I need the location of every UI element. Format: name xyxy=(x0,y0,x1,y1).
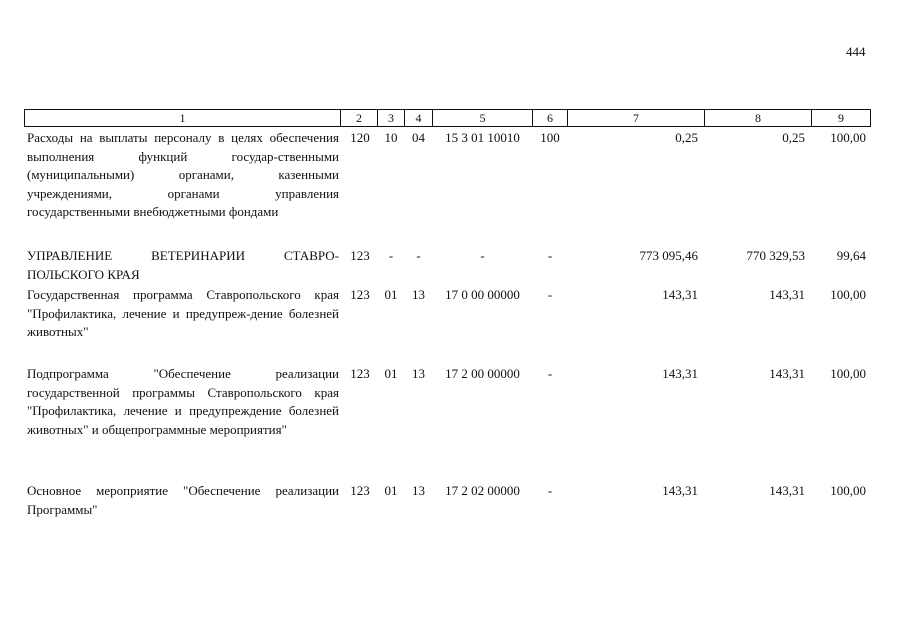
row-col6: 100 xyxy=(540,130,560,145)
row-col5: 17 2 00 00000 xyxy=(445,366,520,381)
row-col8: 0,25 xyxy=(782,130,805,145)
header-col-7: 7 xyxy=(567,109,705,127)
row-col4: 13 xyxy=(412,287,425,302)
row-col7: 143,31 xyxy=(662,287,698,302)
row-description: Расходы на выплаты персоналу в целях обеспечения выполнения функций государ-ственными (муниципальными) органами, казенными учреждениями, органами управления государственными внебюджетными фондами xyxy=(27,130,339,219)
row-col5: - xyxy=(480,248,485,263)
row-description: Подпрограмма "Обеспечение реализации государственной программы Ставропольского края "Профилактика, лечение и предупреждение болезней животных" и общепрограммные мероприятия" xyxy=(27,366,339,437)
header-col-8: 8 xyxy=(704,109,812,127)
row-col2: 123 xyxy=(350,287,370,302)
row-description: Государственная программа Ставропольского края "Профилактика, лечение и предупреж-дение болезней животных" xyxy=(27,287,339,339)
row-col3: 10 xyxy=(384,130,398,145)
row-col7: 773 095,46 xyxy=(639,248,698,263)
row-col3: 01 xyxy=(384,483,398,498)
row-col4: - xyxy=(416,248,421,263)
row-col4: 04 xyxy=(412,130,425,145)
row-col8: 143,31 xyxy=(769,483,805,498)
row-col9: 100,00 xyxy=(830,483,866,498)
header-col-5: 5 xyxy=(432,109,533,127)
row-col9: 100,00 xyxy=(830,287,866,302)
row-col8: 143,31 xyxy=(769,287,805,302)
row-col2: 123 xyxy=(350,366,370,381)
row-col7: 143,31 xyxy=(662,366,698,381)
row-col4: 13 xyxy=(412,483,425,498)
row-description: УПРАВЛЕНИЕ ВЕТЕРИНАРИИ СТАВРО-ПОЛЬСКОГО КРАЯ xyxy=(27,248,339,282)
row-col3: - xyxy=(388,248,394,263)
row-col4: 13 xyxy=(412,366,425,381)
row-col6: - xyxy=(547,483,553,498)
row-col5: 15 3 01 10010 xyxy=(445,130,520,145)
row-col9: 99,64 xyxy=(836,248,866,263)
row-col6: - xyxy=(547,287,553,302)
row-col6: - xyxy=(547,248,553,263)
row-col3: 01 xyxy=(384,287,398,302)
header-col-4: 4 xyxy=(404,109,433,127)
row-col6: - xyxy=(547,366,553,381)
row-col5: 17 2 02 00000 xyxy=(445,483,520,498)
row-col7: 0,25 xyxy=(675,130,698,145)
row-col9: 100,00 xyxy=(830,366,866,381)
row-col8: 143,31 xyxy=(769,366,805,381)
header-col-1: 1 xyxy=(24,109,341,127)
row-col2: 123 xyxy=(350,248,370,263)
header-col-3: 3 xyxy=(377,109,405,127)
header-col-6: 6 xyxy=(532,109,568,127)
header-col-2: 2 xyxy=(340,109,378,127)
row-col3: 01 xyxy=(384,366,398,381)
row-col7: 143,31 xyxy=(662,483,698,498)
row-col2: 120 xyxy=(350,130,370,145)
row-col8: 770 329,53 xyxy=(746,248,805,263)
page-number: 444 xyxy=(846,44,866,59)
row-col9: 100,00 xyxy=(830,130,866,145)
row-description: Основное мероприятие "Обеспечение реализации Программы" xyxy=(27,483,339,517)
header-col-9: 9 xyxy=(811,109,871,127)
row-col2: 123 xyxy=(350,483,370,498)
row-col5: 17 0 00 00000 xyxy=(445,287,520,302)
